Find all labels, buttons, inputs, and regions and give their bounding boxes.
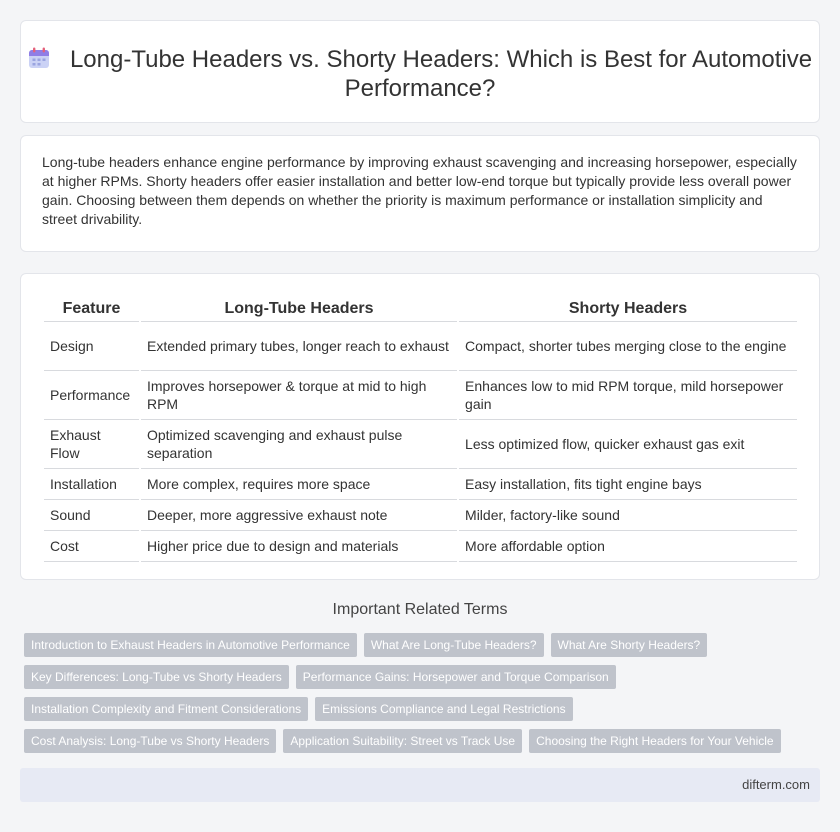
footer-site-link[interactable]: difterm.com bbox=[742, 777, 810, 792]
cell-long-tube: Improves horsepower & torque at mid to high RPM bbox=[141, 371, 457, 420]
cell-shorty: Less optimized flow, quicker exhaust gas exit bbox=[459, 420, 797, 469]
cell-shorty: Enhances low to mid RPM torque, mild horsepower gain bbox=[459, 371, 797, 420]
cell-feature: Cost bbox=[44, 531, 139, 562]
related-term-tag[interactable]: Emissions Compliance and Legal Restrictions bbox=[315, 697, 572, 721]
related-terms-heading: Important Related Terms bbox=[332, 601, 508, 618]
page-title-text: Long-Tube Headers vs. Shorty Headers: Which is Best for Automotive Performance? bbox=[69, 46, 813, 102]
related-terms-list bbox=[24, 633, 824, 761]
cell-feature: Installation bbox=[44, 469, 139, 500]
cell-feature: Design bbox=[44, 322, 139, 371]
related-term-tag[interactable]: Introduction to Exhaust Headers in Automotive Performance bbox=[24, 633, 357, 657]
cell-feature: Sound bbox=[44, 500, 139, 531]
table-row bbox=[44, 371, 797, 420]
cell-long-tube: Higher price due to design and materials bbox=[141, 531, 457, 562]
cell-feature: Exhaust Flow bbox=[44, 420, 139, 469]
cell-long-tube: Extended primary tubes, longer reach to exhaust bbox=[141, 322, 457, 371]
comparison-table-card bbox=[20, 273, 820, 580]
table-row bbox=[44, 322, 797, 371]
cell-shorty: Compact, shorter tubes merging close to the engine bbox=[459, 322, 797, 371]
summary-card bbox=[20, 135, 820, 252]
cell-shorty: Easy installation, fits tight engine bays bbox=[459, 469, 797, 500]
related-term-tag[interactable]: Choosing the Right Headers for Your Vehicle bbox=[529, 729, 781, 753]
table-row bbox=[44, 500, 797, 531]
header-shorty: Shorty Headers bbox=[459, 296, 797, 322]
table-header-row bbox=[44, 296, 797, 322]
cell-long-tube: Deeper, more aggressive exhaust note bbox=[141, 500, 457, 531]
comparison-table bbox=[42, 296, 799, 562]
summary-paragraph: Long-tube headers enhance engine performance by improving exhaust scavenging and increasing horsepower, especially at higher RPMs. Shorty headers offer easier installation and better low-end torque but typically provide less overall power gain. Choosing between them depends on whether the priority is maximum performance or installation simplicity and street drivability. bbox=[42, 154, 797, 227]
header-long-tube: Long-Tube Headers bbox=[141, 296, 457, 322]
table-row bbox=[44, 420, 797, 469]
related-term-tag[interactable]: What Are Long-Tube Headers? bbox=[364, 633, 544, 657]
table-row bbox=[44, 469, 797, 500]
related-term-tag[interactable]: What Are Shorty Headers? bbox=[551, 633, 708, 657]
title-card bbox=[20, 20, 820, 123]
related-term-tag[interactable]: Key Differences: Long-Tube vs Shorty Headers bbox=[24, 665, 289, 689]
calendar-icon bbox=[28, 47, 50, 69]
related-term-tag[interactable]: Application Suitability: Street vs Track Use bbox=[283, 729, 522, 753]
cell-shorty: Milder, factory-like sound bbox=[459, 500, 797, 531]
page-title bbox=[21, 45, 819, 103]
related-term-tag[interactable]: Performance Gains: Horsepower and Torque Comparison bbox=[296, 665, 616, 689]
related-term-tag[interactable]: Cost Analysis: Long-Tube vs Shorty Headers bbox=[24, 729, 276, 753]
related-term-tag[interactable]: Installation Complexity and Fitment Considerations bbox=[24, 697, 308, 721]
cell-shorty: More affordable option bbox=[459, 531, 797, 562]
cell-long-tube: Optimized scavenging and exhaust pulse separation bbox=[141, 420, 457, 469]
cell-long-tube: More complex, requires more space bbox=[141, 469, 457, 500]
header-feature: Feature bbox=[44, 296, 139, 322]
table-row bbox=[44, 531, 797, 562]
footer-bar bbox=[20, 768, 820, 802]
cell-feature: Performance bbox=[44, 371, 139, 420]
